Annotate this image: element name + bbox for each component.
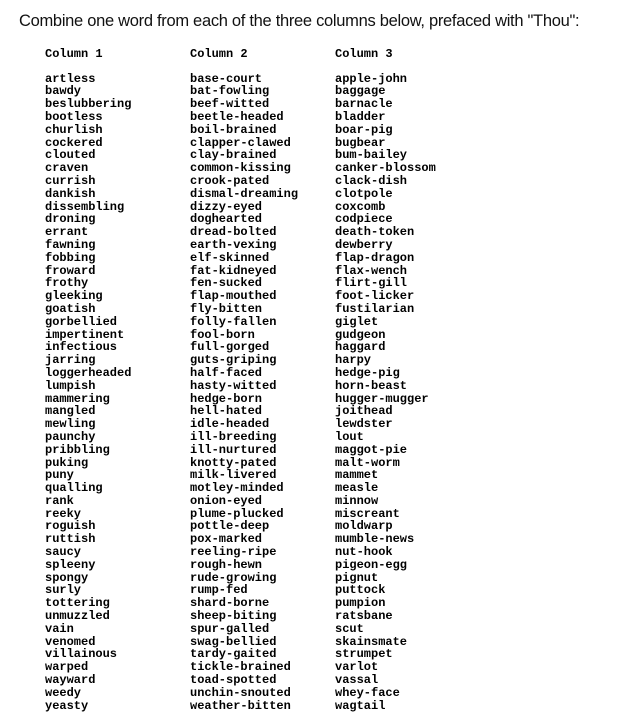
word-list-item: coxcomb [335, 199, 386, 214]
word-list-item: mewling [45, 417, 96, 432]
word-list-item: death-token [335, 225, 415, 240]
word-list-item: rude-growing [190, 570, 277, 585]
word-list-item: fustilarian [335, 301, 415, 316]
word-list-item: beetle-headed [190, 109, 284, 124]
word-list-item: venomed [45, 634, 96, 649]
word-list-item: elf-skinned [190, 250, 270, 265]
word-list-item: apple-john [335, 71, 408, 86]
word-list-item: common-kissing [190, 161, 291, 176]
word-list-item: clotpole [335, 186, 393, 201]
word-list-item: hugger-mugger [335, 391, 429, 406]
word-list-item: measle [335, 481, 379, 496]
word-list-item: roguish [45, 519, 96, 534]
word-list-item: doghearted [190, 212, 263, 227]
word-list-item: crook-pated [190, 173, 270, 188]
word-list-item: lout [335, 429, 364, 444]
word-list-item: churlish [45, 122, 103, 137]
word-list-item: sheep-biting [190, 609, 277, 624]
word-list-item: craven [45, 161, 89, 176]
word-list-item: fool-born [190, 327, 255, 342]
word-list-item: jarring [45, 353, 96, 368]
word-list-item: minnow [335, 493, 379, 508]
word-list-item: varlot [335, 660, 379, 675]
word-list-item: maggot-pie [335, 442, 408, 457]
word-list-item: currish [45, 173, 96, 188]
word-list-item: unmuzzled [45, 609, 110, 624]
word-list-item: bat-fowling [190, 84, 270, 99]
word-list-item: surly [45, 583, 82, 598]
word-list-item: motley-minded [190, 481, 284, 496]
word-list-item: ill-breeding [190, 429, 277, 444]
word-list-item: pribbling [45, 442, 110, 457]
word-list-item: flap-mouthed [190, 289, 277, 304]
word-list-item: pottle-deep [190, 519, 270, 534]
word-list-item: onion-eyed [190, 493, 263, 508]
word-list-item: bum-bailey [335, 148, 408, 163]
word-list-item: strumpet [335, 647, 393, 662]
word-list-item: toad-spotted [190, 673, 277, 688]
word-list-item: gudgeon [335, 327, 386, 342]
word-list-item: mangled [45, 404, 96, 419]
word-list-item: gleeking [45, 289, 103, 304]
word-list-item: tickle-brained [190, 660, 291, 675]
word-list-item: fawning [45, 237, 96, 252]
word-list-item: pignut [335, 570, 379, 585]
word-list-item: weedy [45, 685, 82, 700]
word-list-item: gorbellied [45, 314, 118, 329]
word-list-item: rump-fed [190, 583, 248, 598]
word-list-item: droning [45, 212, 96, 227]
word-list-item: bugbear [335, 135, 386, 150]
word-list-item: foot-licker [335, 289, 415, 304]
word-list-item: reeling-ripe [190, 545, 277, 560]
column-1-word-list [45, 73, 131, 713]
column-2 [190, 47, 298, 712]
word-list-item: qualling [45, 481, 103, 496]
word-list-item: clay-brained [190, 148, 277, 163]
word-list-item: codpiece [335, 212, 393, 227]
word-list-item: beef-witted [190, 97, 270, 112]
word-list-item: dismal-dreaming [190, 186, 299, 201]
word-list-item: goatish [45, 301, 96, 316]
word-list-item: unchin-snouted [190, 685, 291, 700]
word-list-item: joithead [335, 404, 393, 419]
word-list-item: loggerheaded [45, 365, 132, 380]
word-list-item: scut [335, 621, 364, 636]
word-list-item: bootless [45, 109, 103, 124]
word-list-item: beslubbering [45, 97, 132, 112]
word-list-item: ill-nurtured [190, 442, 277, 457]
word-list-item: wagtail [335, 698, 386, 713]
word-list-item: harpy [335, 353, 372, 368]
word-list-item: yeasty [45, 698, 89, 713]
word-list-item: fly-bitten [190, 301, 263, 316]
word-list-item: hasty-witted [190, 378, 277, 393]
word-list-item: wayward [45, 673, 96, 688]
word-list-item: clapper-clawed [190, 135, 291, 150]
word-list-item: haggard [335, 340, 386, 355]
word-list-item: ratsbane [335, 609, 393, 624]
word-list-item: rank [45, 493, 74, 508]
word-list-item: paunchy [45, 429, 96, 444]
word-list-item: villainous [45, 647, 118, 662]
word-list-item: vain [45, 621, 74, 636]
word-list-item: knotty-pated [190, 455, 277, 470]
word-list-item: mammering [45, 391, 110, 406]
word-list-item: miscreant [335, 506, 400, 521]
word-list-item: vassal [335, 673, 379, 688]
word-list-item: spur-galled [190, 621, 270, 636]
column-3-header: Column 3 [335, 47, 393, 61]
word-list-item: lewdster [335, 417, 393, 432]
word-list-item: dissembling [45, 199, 125, 214]
word-list-item: swag-bellied [190, 634, 277, 649]
word-list-item: fat-kidneyed [190, 263, 277, 278]
word-list-item: pigeon-egg [335, 557, 408, 572]
word-list-item: skainsmate [335, 634, 408, 649]
word-list-item: clack-dish [335, 173, 408, 188]
word-list-item: base-court [190, 71, 263, 86]
word-list-item: idle-headed [190, 417, 270, 432]
word-list-item: froward [45, 263, 96, 278]
word-list-item: frothy [45, 276, 89, 291]
column-2-word-list [190, 73, 298, 713]
word-list-item: fen-sucked [190, 276, 263, 291]
word-list-item: pox-marked [190, 532, 263, 547]
column-3 [335, 47, 436, 712]
word-list-item: tottering [45, 596, 110, 611]
word-list-item: impertinent [45, 327, 125, 342]
word-list-item: nut-hook [335, 545, 393, 560]
word-list-item: rough-hewn [190, 557, 263, 572]
instruction-heading: Combine one word from each of the three columns below, prefaced with "Thou": [19, 12, 580, 30]
word-list-item: reeky [45, 506, 82, 521]
word-list-item: clouted [45, 148, 96, 163]
word-list-item: plume-plucked [190, 506, 284, 521]
word-list-item: mammet [335, 468, 379, 483]
word-list-item: whey-face [335, 685, 400, 700]
word-list-item: malt-worm [335, 455, 400, 470]
word-list-item: flirt-gill [335, 276, 408, 291]
word-list-item: dizzy-eyed [190, 199, 263, 214]
word-list-item: flap-dragon [335, 250, 415, 265]
word-list-item: tardy-gaited [190, 647, 277, 662]
word-list-item: puttock [335, 583, 386, 598]
word-list-item: bawdy [45, 84, 82, 99]
word-list-item: hedge-pig [335, 365, 400, 380]
word-list-item: boil-brained [190, 122, 277, 137]
word-list-item: baggage [335, 84, 386, 99]
word-list-item: dread-bolted [190, 225, 277, 240]
word-list-item: lumpish [45, 378, 96, 393]
word-list-item: spleeny [45, 557, 96, 572]
word-list-item: giglet [335, 314, 379, 329]
word-list-item: errant [45, 225, 89, 240]
word-list-item: barnacle [335, 97, 393, 112]
word-list-item: mumble-news [335, 532, 415, 547]
word-list-item: weather-bitten [190, 698, 291, 713]
word-list-item: horn-beast [335, 378, 408, 393]
word-list-item: earth-vexing [190, 237, 277, 252]
word-list-item: flax-wench [335, 263, 408, 278]
column-1-header: Column 1 [45, 47, 103, 61]
word-list-item: canker-blossom [335, 161, 436, 176]
word-list-item: guts-griping [190, 353, 277, 368]
word-list-item: spongy [45, 570, 89, 585]
word-list-item: dewberry [335, 237, 393, 252]
column-2-header: Column 2 [190, 47, 248, 61]
word-list-item: cockered [45, 135, 103, 150]
word-list-item: shard-borne [190, 596, 270, 611]
word-list-item: dankish [45, 186, 96, 201]
word-list-item: artless [45, 71, 96, 86]
word-list-item: puking [45, 455, 89, 470]
word-list-item: hell-hated [190, 404, 263, 419]
word-list-item: full-gorged [190, 340, 270, 355]
word-list-item: pumpion [335, 596, 386, 611]
word-list-item: folly-fallen [190, 314, 277, 329]
word-list-item: infectious [45, 340, 118, 355]
word-list-item: fobbing [45, 250, 96, 265]
column-3-word-list [335, 73, 436, 713]
word-list-item: ruttish [45, 532, 96, 547]
word-list-item: warped [45, 660, 89, 675]
word-list-item: half-faced [190, 365, 263, 380]
word-list-item: milk-livered [190, 468, 277, 483]
word-list-item: boar-pig [335, 122, 393, 137]
column-1 [45, 47, 131, 712]
word-list-item: puny [45, 468, 74, 483]
word-list-item: moldwarp [335, 519, 393, 534]
word-list-item: saucy [45, 545, 82, 560]
word-list-item: bladder [335, 109, 386, 124]
word-list-item: hedge-born [190, 391, 263, 406]
